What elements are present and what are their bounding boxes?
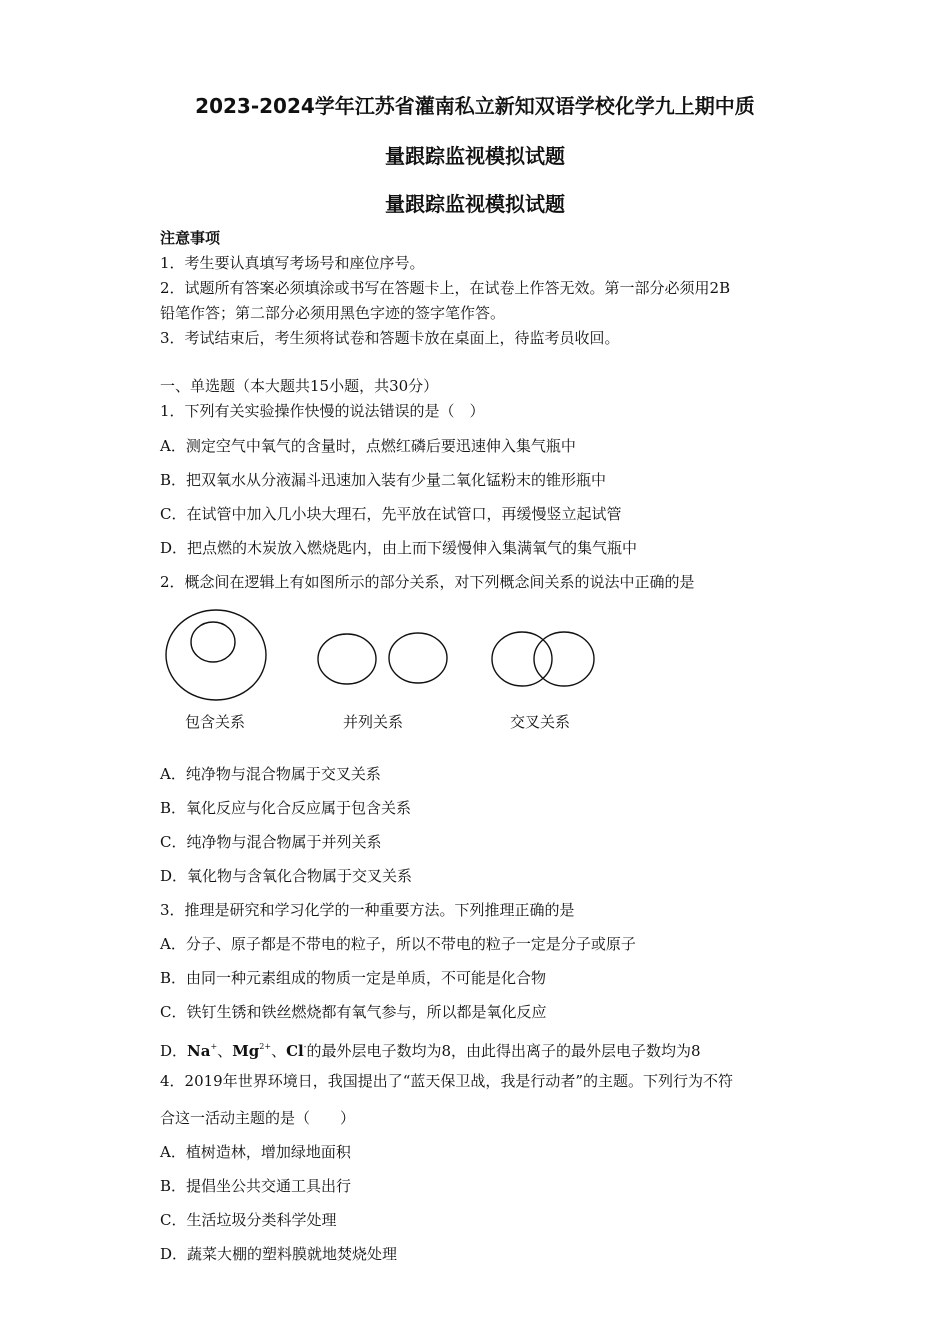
q1-option-d: D．把点燃的木炭放入燃烧匙内，由上而下缓慢伸入集满氧气的集气瓶中 bbox=[160, 539, 638, 557]
q1-stem: 1．下列有关实验操作快慢的说法错误的是（ ） bbox=[160, 402, 485, 420]
q3-option-c: C．铁钉生锈和铁丝燃烧都有氧气参与，所以都是氧化反应 bbox=[160, 1003, 547, 1021]
q2-stem: 2．概念间在逻辑上有如图所示的部分关系，对下列概念间关系的说法中正确的是 bbox=[160, 573, 695, 591]
notice-item: 1．考生要认真填写考场号和座位序号。 bbox=[160, 254, 425, 272]
q4-option-c: C．生活垃圾分类科学处理 bbox=[160, 1211, 337, 1229]
notice-heading: 注意事项 bbox=[160, 229, 221, 247]
q3-stem: 3．推理是研究和学习化学的一种重要方法。下列推理正确的是 bbox=[160, 901, 575, 919]
ion-sodium: Na bbox=[187, 1042, 211, 1060]
notice-item: 铅笔作答；第二部分必须用黑色字迹的签字笔作答。 bbox=[160, 304, 506, 322]
parallel-right-circle bbox=[389, 633, 447, 683]
q4-option-d: D．蔬菜大棚的塑料膜就地焚烧处理 bbox=[160, 1245, 398, 1263]
q1-option-a: A．测定空气中氧气的含量时，点燃红磷后要迅速伸入集气瓶中 bbox=[160, 437, 576, 455]
section-heading: 一、单选题（本大题共15小题，共30分） bbox=[160, 377, 439, 395]
diagram-label-inclusion: 包含关系 bbox=[185, 713, 246, 731]
parallel-left-circle bbox=[318, 634, 376, 684]
diagram-label-intersect: 交叉关系 bbox=[510, 713, 571, 731]
q4-option-a: A．植树造林，增加绿地面积 bbox=[160, 1143, 351, 1161]
q2-option-d: D．氧化物与含氧化合物属于交叉关系 bbox=[160, 867, 413, 885]
ion-chloride-charge: - bbox=[303, 1042, 307, 1051]
separator: 、 bbox=[217, 1042, 233, 1060]
q1-option-b: B．把双氧水从分液漏斗迅速加入装有少量二氧化锰粉末的锥形瓶中 bbox=[160, 471, 607, 489]
q2-option-b: B．氧化反应与化合反应属于包含关系 bbox=[160, 799, 412, 817]
page-title-line1: 2023-2024学年江苏省灌南私立新知双语学校化学九上期中质 bbox=[195, 94, 755, 118]
ion-sodium-charge: + bbox=[210, 1042, 218, 1051]
diagram-label-parallel: 并列关系 bbox=[343, 713, 404, 731]
q2-option-c: C．纯净物与混合物属于并列关系 bbox=[160, 833, 382, 851]
notice-item: 3．考试结束后，考生须将试卷和答题卡放在桌面上，待监考员收回。 bbox=[160, 329, 620, 347]
page-title-line2: 量跟踪监视模拟试题 bbox=[385, 144, 565, 168]
intersect-right-circle bbox=[534, 632, 594, 686]
notice-item: 2．试题所有答案必须填涂或书写在答题卡上，在试卷上作答无效。第一部分必须用2B bbox=[160, 279, 731, 297]
ion-magnesium: Mg bbox=[232, 1042, 260, 1060]
q4-option-b: B．提倡坐公共交通工具出行 bbox=[160, 1177, 352, 1195]
q1-option-c: C．在试管中加入几小块大理石，先平放在试管口，再缓慢竖立起试管 bbox=[160, 505, 622, 523]
inclusion-inner-circle bbox=[191, 622, 235, 662]
q3-option-b: B．由同一种元素组成的物质一定是单质，不可能是化合物 bbox=[160, 969, 547, 987]
inclusion-outer-circle bbox=[166, 610, 266, 700]
q4-stem-line2: 合这一活动主题的是（ ） bbox=[160, 1109, 356, 1127]
q4-stem-line1: 4．2019年世界环境日，我国提出了“蓝天保卫战，我是行动者”的主题。下列行为不符 bbox=[160, 1072, 734, 1090]
ion-magnesium-charge: 2+ bbox=[259, 1042, 272, 1051]
q3-option-d bbox=[160, 1037, 701, 1061]
page-title-line3: 量跟踪监视模拟试题 bbox=[385, 192, 565, 216]
separator: 、 bbox=[271, 1042, 287, 1060]
relationship-diagram bbox=[150, 600, 610, 710]
ion-chloride: Cl bbox=[286, 1042, 304, 1060]
q3-option-d-prefix: D． bbox=[160, 1042, 188, 1060]
q3-option-a: A．分子、原子都是不带电的粒子，所以不带电的粒子一定是分子或原子 bbox=[160, 935, 636, 953]
q3-option-d-text: 的最外层电子数均为8，由此得出离子的最外层电子数均为8 bbox=[306, 1042, 701, 1060]
q2-option-a: A．纯净物与混合物属于交叉关系 bbox=[160, 765, 381, 783]
